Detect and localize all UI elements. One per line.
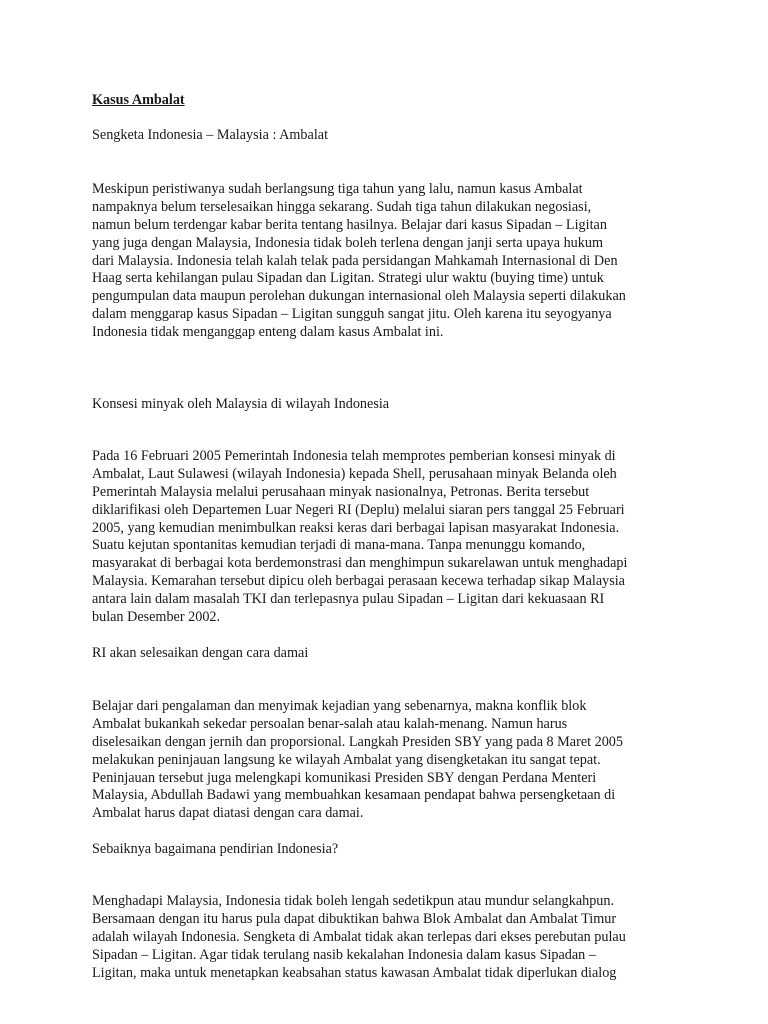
paragraph-line: melakukan peninjauan langsung ke wilayah Ambalat yang disengketakan itu sangat tepat. [92, 751, 601, 768]
paragraph-line: diselesaikan dengan jernih dan proporsional. Langkah Presiden SBY yang pada 8 Maret 2005 [92, 733, 623, 750]
paragraph-line: Meskipun peristiwanya sudah berlangsung tiga tahun yang lalu, namun kasus Ambalat [92, 181, 583, 197]
section-heading-konsesi: Konsesi minyak oleh Malaysia di wilayah Indonesia [92, 396, 390, 412]
paragraph-line: Peninjauan tersebut juga melengkapi komunikasi Presiden SBY dengan Perdana Menteri [92, 769, 597, 786]
paragraph-line: masyarakat di berbagai kota berdemonstrasi dan menghimpun sukarelawan untuk menghadapi [92, 555, 628, 572]
paragraph-line: Bersamaan dengan itu harus pula dapat dibuktikan bahwa Blok Ambalat dan Ambalat Timur [92, 910, 617, 927]
paragraph-line: Pemerintah Malaysia melalui perusahaan minyak nasionalnya, Petronas. Berita tersebut [92, 483, 590, 500]
paragraph-line: Haag serta kehilangan pulau Sipadan dan Ligitan. Strategi ulur waktu (buying time) untuk [92, 270, 604, 287]
section-heading-damai: RI akan selesaikan dengan cara damai [92, 645, 309, 661]
document-title: Kasus Ambalat [92, 92, 185, 108]
paragraph-line: Menghadapi Malaysia, Indonesia tidak boleh lengah sedetikpun atau mundur selangkahpun. [92, 893, 615, 909]
paragraph-line: dari Malaysia. Indonesia telah kalah telak pada persidangan Mahkamah Internasional di Den [92, 252, 618, 269]
paragraph-2 [92, 448, 692, 627]
paragraph-line: Ambalat, Laut Sulawesi (wilayah Indonesia) kepada Shell, perusahaan minyak Belanda oleh [92, 465, 617, 482]
paragraph-line: Pada 16 Februari 2005 Pemerintah Indonesia telah memprotes pemberian konsesi minyak di [92, 448, 616, 464]
paragraph-line: Ligitan, maka untuk menetapkan keabsahan status kawasan Ambalat tidak diperlukan dialog [92, 964, 617, 981]
paragraph-line: nampaknya belum terselesaikan hingga sekarang. Sudah tiga tahun dilakukan negosiasi, [92, 198, 592, 215]
paragraph-line: 2005, yang kemudian menimbulkan reaksi keras dari berbagai lapisan masyarakat Indonesia. [92, 519, 620, 536]
paragraph-line: Ambalat harus dapat diatasi dengan cara damai. [92, 805, 364, 822]
paragraph-line: namun belum terdengar kabar berita tentang hasilnya. Belajar dari kasus Sipadan – Ligitan [92, 216, 607, 233]
paragraph-3 [92, 698, 692, 823]
paragraph-line: antara lain dalam masalah TKI dan terlepasnya pulau Sipadan – Ligitan dari kekuasaan RI [92, 591, 605, 608]
paragraph-line: adalah wilayah Indonesia. Sengketa di Ambalat tidak akan terlepas dari ekses perebutan pulau [92, 928, 626, 945]
paragraph-line: bulan Desember 2002. [92, 609, 221, 626]
paragraph-line: Ambalat bukankah sekedar persoalan benar-salah atau kalah-menang. Namun harus [92, 715, 568, 732]
paragraph-line: yang juga dengan Malaysia, Indonesia tidak boleh terlena dengan janji serta upaya hukum [92, 234, 603, 251]
paragraph-line: Suatu kejutan spontanitas kemudian terjadi di mana-mana. Tanpa menunggu komando, [92, 537, 586, 554]
paragraph-line: Malaysia, Abdullah Badawi yang membuahkan kesamaan pendapat bahwa persengketaan di [92, 787, 616, 804]
paragraph-line: dalam menggarap kasus Sipadan – Ligitan sungguh sangat jitu. Oleh karena itu seyogyanya [92, 306, 612, 323]
paragraph-line: diklarifikasi oleh Departemen Luar Negeri RI (Deplu) melalui siaran pers tanggal 25 Februari [92, 501, 625, 518]
paragraph-line: Indonesia tidak menganggap enteng dalam kasus Ambalat ini. [92, 324, 444, 341]
paragraph-line: Belajar dari pengalaman dan menyimak kejadian yang sebenarnya, makna konflik blok [92, 698, 587, 714]
paragraph-line: pengumpulan data maupun perolehan dukungan internasional oleh Malaysia seperti dilakukan [92, 288, 626, 305]
document-subtitle: Sengketa Indonesia – Malaysia : Ambalat [92, 127, 329, 143]
paragraph-1 [92, 181, 692, 342]
paragraph-4 [92, 893, 692, 982]
paragraph-line: Malaysia. Kemarahan tersebut dipicu oleh berbagai perasaan kecewa terhadap sikap Malaysia [92, 573, 625, 590]
paragraph-line: Sipadan – Ligitan. Agar tidak terulang nasib kekalahan Indonesia dalam kasus Sipadan – [92, 946, 596, 963]
section-heading-pendirian: Sebaiknya bagaimana pendirian Indonesia? [92, 841, 339, 857]
